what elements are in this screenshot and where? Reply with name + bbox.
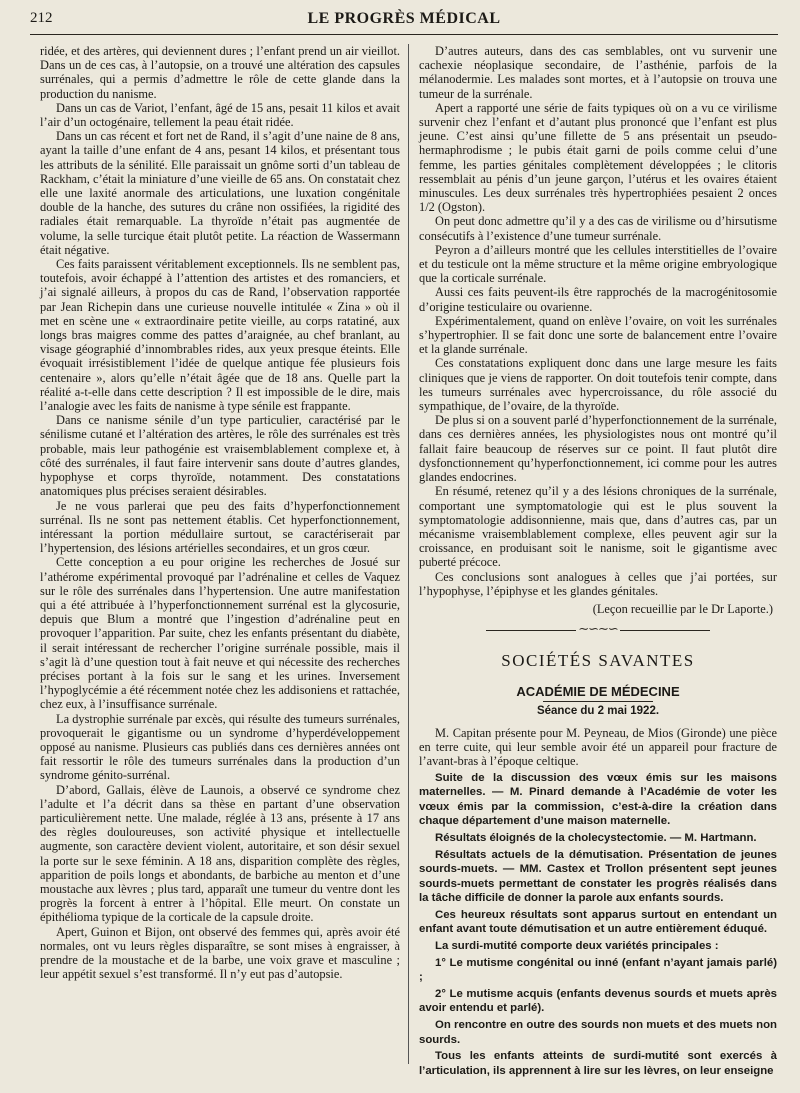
society-paragraph: 1° Le mutisme congénital ou inné (enfant n’ayant jamais parlé) ;: [419, 956, 777, 984]
section-flourish: ∼∽∼∽: [419, 622, 777, 636]
paragraph: ridée, et des artères, qui deviennent dures ; l’enfant prend un air vieillot. Dans un de ces cas, à l’autopsie, on a trouvé une altération des capsules surrénales, qui a permis d’admettre le rôle de cette glande dans la production du nanisme.: [40, 44, 400, 101]
society-paragraph: La surdi-mutité comporte deux variétés principales :: [435, 940, 719, 953]
society-paragraph: Résultats actuels de la démutisation. Présentation de jeunes sourds-muets. — MM. Castex et Trollon présentent sept jeunes sourds-muets permettant de constater les progrès réalisés dans la tâche difficile de donner la parole aux enfants sourds.: [419, 848, 777, 905]
paragraph: En résumé, retenez qu’il y a des lésions chroniques de la surrénale, comportant une symptomatologie qui est le plus souvent la symptomatologie addisonnienne, mais que, dans d’autres cas, par un mécanisme vraisemblablement complexe, elles peuvent agir sur la croissance, en produisant soit le nanisme, soit le gigantisme avec puberté précoce.: [419, 484, 777, 570]
paragraph: Aussi ces faits peuvent-ils être rapprochés de la macrogénitosomie d’origine testiculaire ou ovarienne.: [419, 285, 777, 314]
section-title: SOCIÉTÉS SAVANTES: [501, 651, 695, 671]
right-column: [419, 44, 777, 1078]
session-date: Séance du 2 mai 1922.: [536, 704, 660, 717]
society-paragraph: Suite de la discussion des vœux émis sur les maisons maternelles. — M. Pinard demande à l’Académie de voter les vœux émis par la commission, c’est-à-dire la création dans chaque département d’une maison maternelle.: [419, 771, 777, 828]
column-divider: [408, 44, 409, 1064]
left-column: [40, 44, 400, 981]
paragraph: Dans un cas de Variot, l’enfant, âgé de 15 ans, pesait 11 kilos et avait l’air d’un octogénaire, tellement la peau était ridée.: [40, 100, 400, 130]
society-underline: [543, 701, 653, 702]
paragraph: Apert, Guinon et Bijon, ont observé des femmes qui, après avoir été normales, ont vu leurs règles disparaître, se sont mises à engraisser, à prendre de la moustache et de la barbe, une voix grave et masculine ; leur appétit sexuel s’est transformé. Il n’y eut pas d’autopsie.: [40, 924, 400, 982]
society-paragraph: Tous les enfants atteints de surdi-mutité sont exercés à l’articulation, ils apprennent à lire sur les lèvres, on leur enseigne: [419, 1050, 777, 1077]
lecture-credit: (Leçon recueillie par le Dr Laporte.): [592, 601, 773, 616]
paragraph: Ces constatations expliquent donc dans une large mesure les faits cliniques que je viens de rapporter. On doit toutefois tenir compte, dans les tumeurs surrénales avec hypercroissance, du rôle associé du sympathique, de l’ovaire, de la thyroïde.: [419, 356, 777, 414]
paragraph: Apert a rapporté une série de faits typiques où on a vu ce virilisme survenir chez l’enfant et d’autant plus prononcé que l’enfant est plus jeune. C’est ainsi qu’une fillette de 5 ans présentait un pseudo-hermaphrodisme ; le pubis était garni de poils comme celui d’une femme, les parties génitales complètement développées ; le clitoris ressemblait au pénis d’un jeune garçon, l’utérus et les ovaires étaient minuscules. Les deux surrénales très hypertrophiées pesaient 2 onces 1/2 (Ogston).: [419, 100, 777, 215]
paragraph: Je ne vous parlerai que peu des faits d’hyperfonctionnement surrénal. Ils ne sont pas nettement établis. Cet hyperfonctionnement, intéressant la portion médullaire surtout, se caractériserait par l’hypertension, des lésions artérielles secondaires, et un gros cœur.: [40, 498, 400, 556]
paragraph: De plus si on a souvent parlé d’hyperfonctionnement de la surrénale, dans ces dernières années, les physiologistes nous ont montré qu’il fallait faire beaucoup de réserves sur ce point. Il faut plutôt dire dysfonctionnement qu’hyperfonctionnement, ici comme pour les autres glandes endocrines.: [419, 413, 777, 485]
paragraph: D’abord, Gallais, élève de Launois, a observé ce syndrome chez l’adulte et l’a décrit dans sa thèse en partant d’une observation particulièrement nette. Une malade, réglée à 13 ans, présente à 17 ans des règles douloureuses, son activité physique et intellectuelle augmente, son caractère devient violent, autoritaire, et son désir sexuel la porte sur le sexe féminin. A 18 ans, disparition complète des règles, apparition de poils longs et abondants, de barbiche au menton et d’une moustache aux lèvres ; plus tard, apparaît une tumeur du ventre dont les progrès la forcent à entrer à l’hôpital. Elle meurt. On constate un épithélioma typique de la corticale de la capsule droite.: [40, 782, 400, 925]
paragraph: Cette conception a eu pour origine les recherches de Josué sur l’athérome expérimental provoqué par l’adrénaline et celles de Vaquez sur le rôle des surrénales dans l’hypertension. Une autre manifestation qui a été attribuée à l’hyperfonctionnement surrénal est la glycosurie, depuis que Blum a montré que l’ingestion d’adrénaline peut en provoquer l’apparition. Par suite, chez les enfants présentant du diabète, il serait intéressant de rechercher l’origine surrénale possible, mais il s’agit là d’une question tout à fait neuve et qui nécessite des recherches précises portant à la fois sur le sang et les urines. Inversement l’hypoglycémie a été récemment notée chez les addisoniens et rattachée, chez eux, à l’insuffisance surrénale.: [40, 555, 400, 712]
page-header: [30, 8, 778, 35]
paragraph: D’autres auteurs, dans des cas semblables, ont vu survenir une cachexie néoplasique secondaire, de l’asthénie, parfois de la mélanodermie. Les malades sont mortes, et à l’autopsie on trouva une tumeur de la surrénale.: [419, 44, 777, 101]
paragraph: Peyron a d’ailleurs montré que les cellules interstitielles de l’ovaire et du testicule ont la même structure et la même origine embryologique que la corticale surrénale.: [419, 242, 777, 286]
paragraph: Dans un cas récent et fort net de Rand, il s’agit d’une naine de 8 ans, ayant la taille d’une enfant de 4 ans, pesant 14 kilos, et présentant tous les attributs de la sénilité. Elle paraissait un gnôme sorti d’un tableau de Rackham, c’était la miniature d’une vieille de 65 ans. On constatait chez elle une laxité anormale des articulations, une luxation congénitale double de la hanche, des sutures du crâne non ossifiées, la rigidité des radiales était remarquable. La thyroïde n’était pas augmentée de volume, la selle turcique était plutôt petite. La réaction de Wassermann était négative.: [40, 129, 400, 257]
paragraph: Ces conclusions sont analogues à celles que j’ai portées, sur l’hypophyse, l’épiphyse et les glandes génitales.: [419, 569, 777, 598]
paragraph: On peut donc admettre qu’il y a des cas de virilisme ou d’hirsutisme consécutifs à l’existence d’une tumeur surrénale.: [419, 214, 777, 243]
society-paragraph: Ces heureux résultats sont apparus surtout en entendant un enfant avant toute démutisation et un autre entièrement éduqué.: [419, 908, 777, 936]
society-paragraph: M. Capitan présente pour M. Peyneau, de Mios (Gironde) une pièce en terre cuite, qui leur semble avoir été un appareil pour fracture de l’avant-bras à l’époque celtique.: [419, 725, 777, 769]
journal-title: LE PROGRÈS MÉDICAL: [307, 10, 501, 27]
society-paragraph: 2° Le mutisme acquis (enfants devenus sourds et muets après avoir entendu et parlé).: [419, 987, 777, 1015]
society-paragraph: Résultats éloignés de la cholecystectomie. — M. Hartmann.: [435, 831, 757, 844]
paragraph: Ces faits paraissent véritablement exceptionnels. Ils ne semblent pas, toutefois, avoir échappé à l’attention des artistes et des romanciers, et j’ai signalé ailleurs, à propos du cas de Rand, l’observation rapportée par Jean Richepin dans une curieuse nouvelle intitulée « Zina » où il met en scène une « extraordinaire petite vieille, au corps ratatiné, aux longs bras maigres comme des pattes d’araignée, au chef branlant, au visage géographié d’innombrables rides, aux yeux presque éteints. Elle évoquait irrésistiblement l’idée de quelque antique fée plusieurs fois centenaire », alors qu’elle n’était âgée que de 18 ans. Quelle part la réalité a-t-elle dans cette description ? Il est impossible de le dire, mais l’analogie avec les faits de nanisme à type sénile est frappante.: [40, 257, 400, 414]
paragraph: La dystrophie surrénale par excès, qui résulte des tumeurs surrénales, provoquerait le gigantisme ou un syndrome d’hyperdéveloppement opposé au nanisme. Plusieurs cas publiés dans ces dernières années ont fait ressortir le rôle des tumeurs surrénales dans la production d’un syndrome génito-surrénal.: [40, 711, 400, 783]
page-number: 212: [30, 10, 53, 26]
paragraph: Expérimentalement, quand on enlève l’ovaire, on voit les surrénales s’hypertrophier. Il se fait donc une sorte de balancement entre l’ovaire et la glande surrénale.: [419, 313, 777, 357]
society-heading: ACADÉMIE DE MÉDECINE: [516, 683, 680, 699]
paragraph: Dans ce nanisme sénile d’un type particulier, caractérisé par le sénilisme cutané et l’altération des artères, le rôle des surrénales est très probable, mais leur pathogénie est vraisemblablement complexe et, à côté des surrénales, il faut faire intervenir sans doute d’autres glandes, hypophyse et corps thyroïde, notamment. Des constatations anatomiques plus précises seraient désirables.: [40, 413, 400, 499]
society-paragraph: On rencontre en outre des sourds non muets et des muets non sourds.: [419, 1019, 777, 1046]
